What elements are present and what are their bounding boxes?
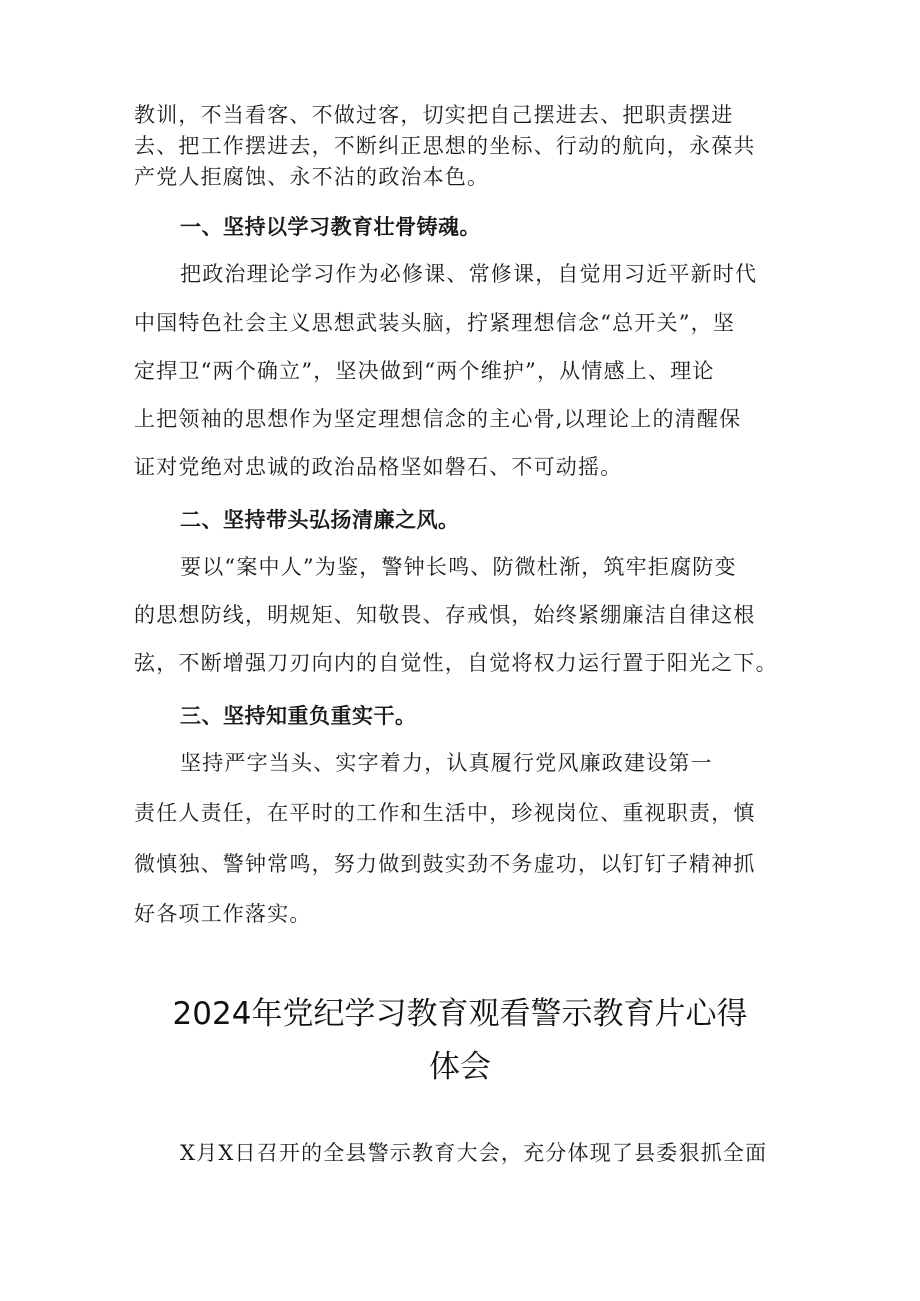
article-first-line: X月X日召开的全县警示教育大会，充分体现了县委狠抓全面 [180, 1141, 768, 1165]
text-line: 把政治理论学习作为必修课、常修课，自觉用习近平新时代 [180, 262, 758, 286]
text-line: 弦，不断增强刀刃向内的自觉性，自觉将权力运行置于阳光之下。 [134, 651, 778, 675]
text-line: 坚持严字当头、实字着力，认真履行党风廉政建设第一 [180, 751, 713, 775]
text-line: 产党人拒腐蚀、永不沾的政治本色。 [134, 165, 490, 189]
text-line: 去、把工作摆进去，不断纠正思想的坐标、行动的航向，永葆共 [134, 134, 756, 158]
section-heading: 一、坚持以学习教育壮骨铸魂。 [180, 215, 481, 239]
text-line: 教训，不当看客、不做过客，切实把自己摆进去、把职责摆进 [134, 103, 734, 127]
text-line: 证对党绝对忠诚的政治品格坚如磐石、不可动摇。 [134, 455, 623, 479]
text-line: 好各项工作落实。 [134, 902, 312, 926]
text-line: 责任人责任，在平时的工作和生活中，珍视岗位、重视职责，慎 [134, 801, 756, 825]
section-heading: 二、坚持带头弘扬清廉之风。 [180, 508, 460, 532]
section-heading: 三、坚持知重负重实干。 [180, 704, 417, 728]
text-line: 微慎独、警钟常鸣，努力做到鼓实劲不务虚功，以钉钉子精神抓 [134, 852, 756, 876]
text-line: 要以“案中人”为鉴，警钟长鸣、防微杜渐，筑牢拒腐防变 [180, 555, 737, 579]
text-line: 的思想防线，明规矩、知敬畏、存戒惧，始终紧绷廉洁自律这根 [134, 603, 756, 627]
text-line: 定捍卫“两个确立”，坚决做到“两个维护”，从情感上、理论 [134, 359, 715, 383]
text-line: 中国特色社会主义思想武装头脑，拧紧理想信念“总开关”，坚 [134, 311, 736, 335]
text-line: 上把领袖的思想作为坚定理想信念的主心骨,以理论上的清醒保 [134, 407, 742, 431]
article-title-line-1: 2024年党纪学习教育观看警示教育片心得 [172, 996, 748, 1032]
article-title-line-2: 体会 [429, 1049, 491, 1085]
